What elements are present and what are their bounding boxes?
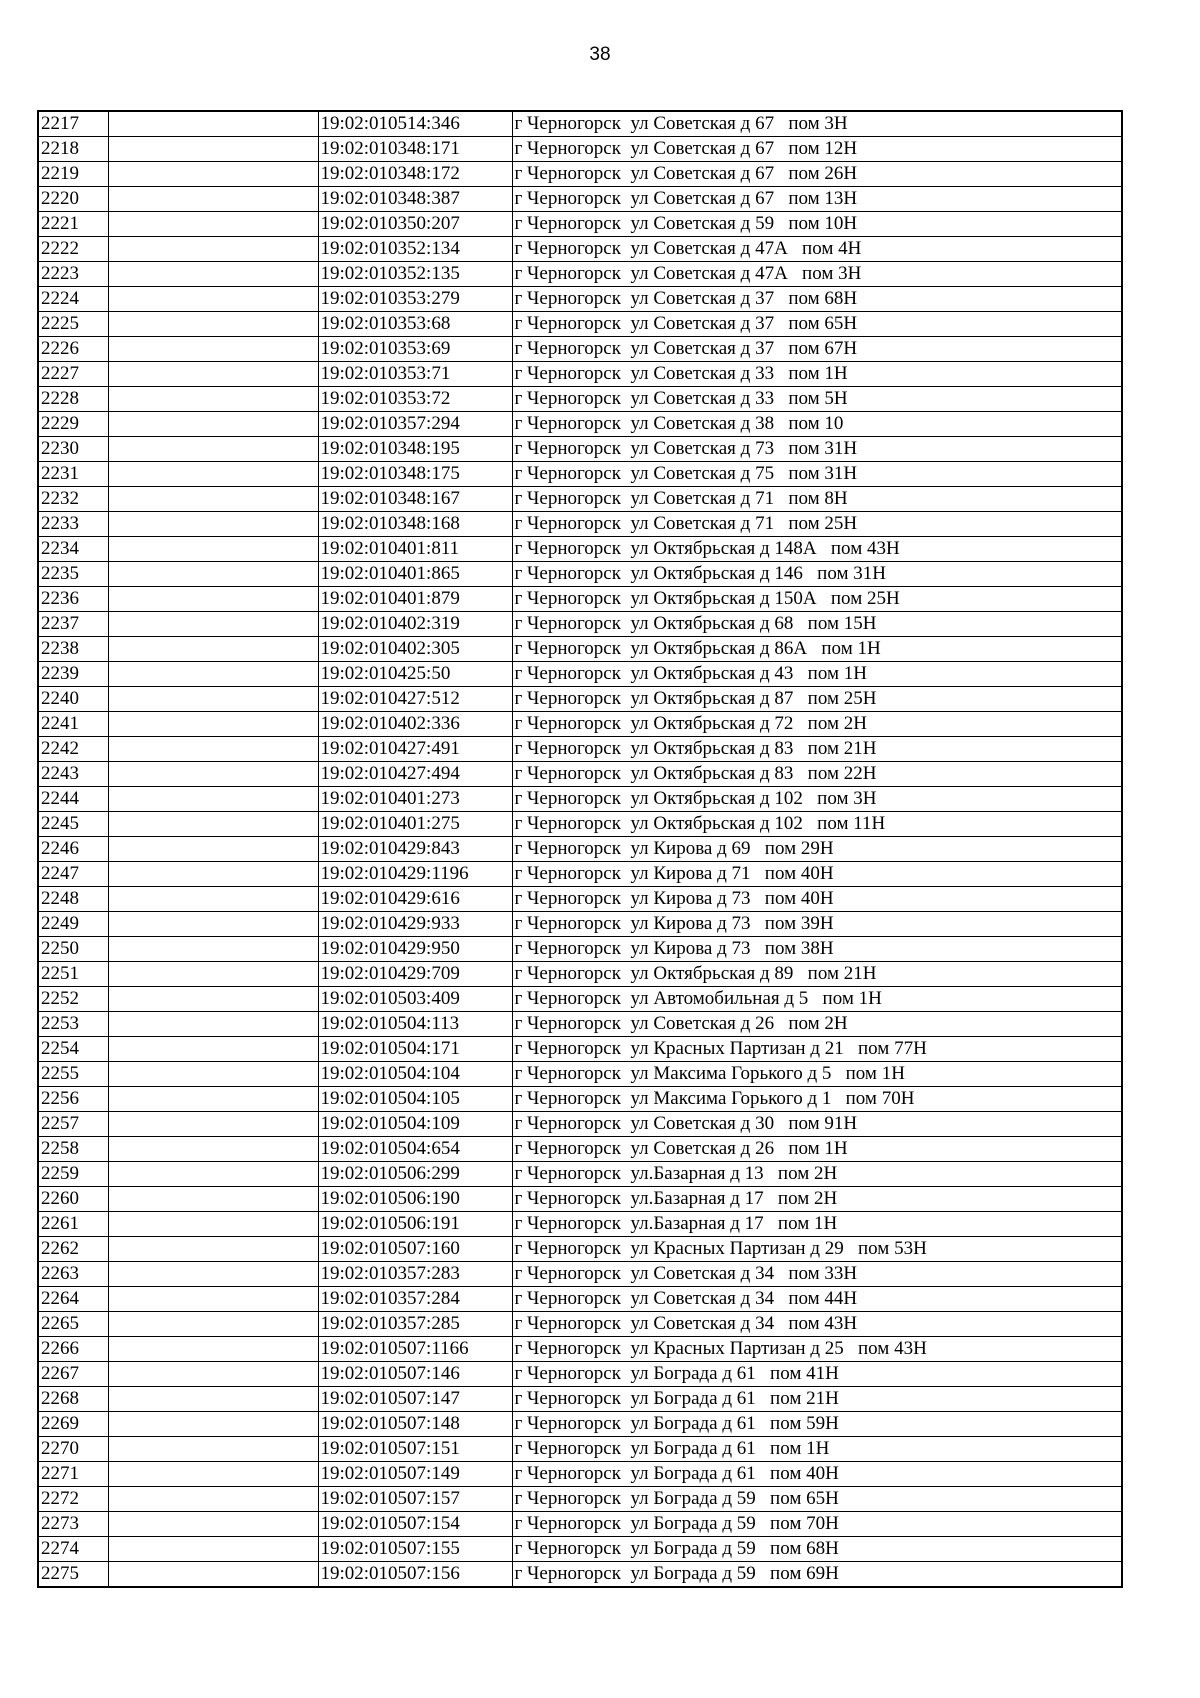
blank-cell [108, 287, 318, 312]
blank-cell [108, 1387, 318, 1412]
cadastral-number-cell: 19:02:010429:1196 [318, 862, 512, 887]
row-number-cell: 2269 [38, 1412, 108, 1437]
row-number-cell: 2247 [38, 862, 108, 887]
cadastral-number-cell: 19:02:010357:285 [318, 1312, 512, 1337]
row-number-cell: 2240 [38, 687, 108, 712]
cadastral-number-cell: 19:02:010507:146 [318, 1362, 512, 1387]
address-cell: г Черногорск ул Советская д 37 пом 67Н [512, 337, 1122, 362]
row-number-cell: 2220 [38, 187, 108, 212]
row-number-cell: 2264 [38, 1287, 108, 1312]
cadastral-number-cell: 19:02:010507:151 [318, 1437, 512, 1462]
address-cell: г Черногорск ул Октябрьская д 148А пом 43Н [512, 537, 1122, 562]
address-cell: г Черногорск ул Кирова д 69 пом 29Н [512, 837, 1122, 862]
cadastral-number-cell: 19:02:010348:171 [318, 137, 512, 162]
cadastral-number-cell: 19:02:010401:811 [318, 537, 512, 562]
row-number-cell: 2251 [38, 962, 108, 987]
address-cell: г Черногорск ул Советская д 34 пом 33Н [512, 1262, 1122, 1287]
cadastral-number-cell: 19:02:010504:171 [318, 1037, 512, 1062]
cadastral-number-cell: 19:02:010353:72 [318, 387, 512, 412]
row-number-cell: 2235 [38, 562, 108, 587]
blank-cell [108, 837, 318, 862]
address-cell: г Черногорск ул Октябрьская д 102 пом 3Н [512, 787, 1122, 812]
blank-cell [108, 637, 318, 662]
table-row [38, 1312, 1122, 1337]
row-number-cell: 2226 [38, 337, 108, 362]
row-number-cell: 2238 [38, 637, 108, 662]
table-row [38, 1287, 1122, 1312]
cadastral-number-cell: 19:02:010506:299 [318, 1162, 512, 1187]
table-row [38, 862, 1122, 887]
address-cell: г Черногорск ул Бограда д 61 пом 21Н [512, 1387, 1122, 1412]
address-cell: г Черногорск ул Кирова д 73 пом 38Н [512, 937, 1122, 962]
blank-cell [108, 912, 318, 937]
row-number-cell: 2246 [38, 837, 108, 862]
table-row [38, 737, 1122, 762]
blank-cell [108, 762, 318, 787]
cadastral-number-cell: 19:02:010506:190 [318, 1187, 512, 1212]
cadastral-number-cell: 19:02:010348:387 [318, 187, 512, 212]
address-cell: г Черногорск ул Советская д 67 пом 12Н [512, 137, 1122, 162]
blank-cell [108, 1462, 318, 1487]
row-number-cell: 2227 [38, 362, 108, 387]
blank-cell [108, 1562, 318, 1588]
blank-cell [108, 862, 318, 887]
cadastral-number-cell: 19:02:010507:156 [318, 1562, 512, 1588]
address-cell: г Черногорск ул Октябрьская д 83 пом 22Н [512, 762, 1122, 787]
blank-cell [108, 237, 318, 262]
address-cell: г Черногорск ул Автомобильная д 5 пом 1Н [512, 987, 1122, 1012]
row-number-cell: 2257 [38, 1112, 108, 1137]
cadastral-number-cell: 19:02:010514:346 [318, 111, 512, 137]
address-cell: г Черногорск ул Бограда д 61 пом 41Н [512, 1362, 1122, 1387]
table-row [38, 537, 1122, 562]
blank-cell [108, 1337, 318, 1362]
address-cell: г Черногорск ул Красных Партизан д 21 пом 77Н [512, 1037, 1122, 1062]
cadastral-number-cell: 19:02:010429:616 [318, 887, 512, 912]
address-cell: г Черногорск ул Октябрьская д 102 пом 11Н [512, 812, 1122, 837]
row-number-cell: 2234 [38, 537, 108, 562]
address-cell: г Черногорск ул Советская д 59 пом 10Н [512, 212, 1122, 237]
row-number-cell: 2230 [38, 437, 108, 462]
address-cell: г Черногорск ул Советская д 71 пом 8Н [512, 487, 1122, 512]
table-row [38, 1162, 1122, 1187]
row-number-cell: 2256 [38, 1087, 108, 1112]
blank-cell [108, 1412, 318, 1437]
blank-cell [108, 587, 318, 612]
address-cell: г Черногорск ул Советская д 37 пом 68Н [512, 287, 1122, 312]
cadastral-number-cell: 19:02:010401:273 [318, 787, 512, 812]
address-cell: г Черногорск ул Советская д 26 пом 1Н [512, 1137, 1122, 1162]
blank-cell [108, 812, 318, 837]
table-row [38, 1562, 1122, 1588]
cadastral-number-cell: 19:02:010425:50 [318, 662, 512, 687]
row-number-cell: 2252 [38, 987, 108, 1012]
table-row [38, 1462, 1122, 1487]
cadastral-number-cell: 19:02:010401:865 [318, 562, 512, 587]
cadastral-number-cell: 19:02:010507:148 [318, 1412, 512, 1437]
cadastral-number-cell: 19:02:010427:494 [318, 762, 512, 787]
table-row [38, 212, 1122, 237]
table-row [38, 1362, 1122, 1387]
table-row [38, 1487, 1122, 1512]
table-row [38, 237, 1122, 262]
table-row [38, 337, 1122, 362]
address-cell: г Черногорск ул Советская д 75 пом 31Н [512, 462, 1122, 487]
row-number-cell: 2254 [38, 1037, 108, 1062]
row-number-cell: 2222 [38, 237, 108, 262]
blank-cell [108, 612, 318, 637]
table-row [38, 1187, 1122, 1212]
address-cell: г Черногорск ул Советская д 67 пом 13Н [512, 187, 1122, 212]
blank-cell [108, 1062, 318, 1087]
cadastral-number-cell: 19:02:010506:191 [318, 1212, 512, 1237]
table-row [38, 762, 1122, 787]
blank-cell [108, 1512, 318, 1537]
row-number-cell: 2271 [38, 1462, 108, 1487]
table-row [38, 1062, 1122, 1087]
address-cell: г Черногорск ул Октябрьская д 86А пом 1Н [512, 637, 1122, 662]
table-row [38, 612, 1122, 637]
row-number-cell: 2253 [38, 1012, 108, 1037]
blank-cell [108, 537, 318, 562]
address-cell: г Черногорск ул Октябрьская д 83 пом 21Н [512, 737, 1122, 762]
cadastral-number-cell: 19:02:010503:409 [318, 987, 512, 1012]
address-cell: г Черногорск ул Советская д 37 пом 65Н [512, 312, 1122, 337]
blank-cell [108, 787, 318, 812]
cadastral-number-cell: 19:02:010353:71 [318, 362, 512, 387]
row-number-cell: 2255 [38, 1062, 108, 1087]
row-number-cell: 2273 [38, 1512, 108, 1537]
row-number-cell: 2249 [38, 912, 108, 937]
cadastral-number-cell: 19:02:010353:68 [318, 312, 512, 337]
page-number: 38 [589, 44, 611, 65]
cadastral-number-cell: 19:02:010402:305 [318, 637, 512, 662]
table-row [38, 111, 1122, 137]
blank-cell [108, 687, 318, 712]
address-cell: г Черногорск ул.Базарная д 17 пом 1Н [512, 1212, 1122, 1237]
blank-cell [108, 987, 318, 1012]
table-row [38, 1437, 1122, 1462]
blank-cell [108, 111, 318, 137]
row-number-cell: 2237 [38, 612, 108, 637]
address-cell: г Черногорск ул Максима Горького д 1 пом 70Н [512, 1087, 1122, 1112]
blank-cell [108, 412, 318, 437]
address-cell: г Черногорск ул Октябрьская д 150А пом 25Н [512, 587, 1122, 612]
address-cell: г Черногорск ул Советская д 33 пом 1Н [512, 362, 1122, 387]
cadastral-number-cell: 19:02:010507:147 [318, 1387, 512, 1412]
address-cell: г Черногорск ул Советская д 30 пом 91Н [512, 1112, 1122, 1137]
cadastral-number-cell: 19:02:010357:283 [318, 1262, 512, 1287]
row-number-cell: 2260 [38, 1187, 108, 1212]
table-row [38, 712, 1122, 737]
address-cell: г Черногорск ул Советская д 26 пом 2Н [512, 1012, 1122, 1037]
address-cell: г Черногорск ул Бограда д 61 пом 1Н [512, 1437, 1122, 1462]
cadastral-number-cell: 19:02:010504:105 [318, 1087, 512, 1112]
table-row [38, 312, 1122, 337]
table-row [38, 1262, 1122, 1287]
blank-cell [108, 187, 318, 212]
blank-cell [108, 1087, 318, 1112]
cadastral-number-cell: 19:02:010504:113 [318, 1012, 512, 1037]
cadastral-number-cell: 19:02:010427:491 [318, 737, 512, 762]
cadastral-number-cell: 19:02:010402:319 [318, 612, 512, 637]
blank-cell [108, 662, 318, 687]
address-cell: г Черногорск ул Октябрьская д 72 пом 2Н [512, 712, 1122, 737]
address-cell: г Черногорск ул Советская д 34 пом 43Н [512, 1312, 1122, 1337]
blank-cell [108, 462, 318, 487]
table-row [38, 687, 1122, 712]
address-cell: г Черногорск ул.Базарная д 13 пом 2Н [512, 1162, 1122, 1187]
cadastral-number-cell: 19:02:010348:172 [318, 162, 512, 187]
table-row [38, 487, 1122, 512]
table-row [38, 187, 1122, 212]
blank-cell [108, 1437, 318, 1462]
table-row [38, 1337, 1122, 1362]
cadastral-number-cell: 19:02:010348:195 [318, 437, 512, 462]
table-row [38, 1037, 1122, 1062]
address-cell: г Черногорск ул Красных Партизан д 25 пом 43Н [512, 1337, 1122, 1362]
cadastral-number-cell: 19:02:010353:69 [318, 337, 512, 362]
row-number-cell: 2225 [38, 312, 108, 337]
table-row [38, 587, 1122, 612]
table-row [38, 1212, 1122, 1237]
blank-cell [108, 712, 318, 737]
address-cell: г Черногорск ул Октябрьская д 89 пом 21Н [512, 962, 1122, 987]
row-number-cell: 2228 [38, 387, 108, 412]
address-cell: г Черногорск ул Советская д 71 пом 25Н [512, 512, 1122, 537]
table-row [38, 812, 1122, 837]
cadastral-number-cell: 19:02:010507:157 [318, 1487, 512, 1512]
blank-cell [108, 437, 318, 462]
row-number-cell: 2270 [38, 1437, 108, 1462]
table-row [38, 662, 1122, 687]
table-row [38, 137, 1122, 162]
blank-cell [108, 1487, 318, 1512]
table-row [38, 1537, 1122, 1562]
blank-cell [108, 962, 318, 987]
address-cell: г Черногорск ул Кирова д 71 пом 40Н [512, 862, 1122, 887]
blank-cell [108, 212, 318, 237]
table-row [38, 1087, 1122, 1112]
cadastral-number-cell: 19:02:010357:294 [318, 412, 512, 437]
table-row [38, 1112, 1122, 1137]
cadastral-number-cell: 19:02:010429:709 [318, 962, 512, 987]
cadastral-number-cell: 19:02:010352:134 [318, 237, 512, 262]
cadastral-number-cell: 19:02:010353:279 [318, 287, 512, 312]
table-row [38, 362, 1122, 387]
cadastral-number-cell: 19:02:010357:284 [318, 1287, 512, 1312]
blank-cell [108, 1237, 318, 1262]
row-number-cell: 2259 [38, 1162, 108, 1187]
row-number-cell: 2261 [38, 1212, 108, 1237]
blank-cell [108, 1287, 318, 1312]
table-row [38, 837, 1122, 862]
table-row [38, 1237, 1122, 1262]
address-cell: г Черногорск ул Бограда д 59 пом 70Н [512, 1512, 1122, 1537]
row-number-cell: 2258 [38, 1137, 108, 1162]
address-cell: г Черногорск ул Октябрьская д 68 пом 15Н [512, 612, 1122, 637]
table-row [38, 1137, 1122, 1162]
table-row [38, 937, 1122, 962]
row-number-cell: 2221 [38, 212, 108, 237]
row-number-cell: 2262 [38, 1237, 108, 1262]
blank-cell [108, 337, 318, 362]
table-row [38, 287, 1122, 312]
address-cell: г Черногорск ул Советская д 47А пом 3Н [512, 262, 1122, 287]
row-number-cell: 2239 [38, 662, 108, 687]
address-cell: г Черногорск ул Бограда д 59 пом 65Н [512, 1487, 1122, 1512]
row-number-cell: 2274 [38, 1537, 108, 1562]
table-row [38, 262, 1122, 287]
address-cell: г Черногорск ул Кирова д 73 пом 40Н [512, 887, 1122, 912]
cadastral-number-cell: 19:02:010348:175 [318, 462, 512, 487]
address-cell: г Черногорск ул Советская д 47А пом 4Н [512, 237, 1122, 262]
blank-cell [108, 137, 318, 162]
address-cell: г Черногорск ул Бограда д 61 пом 59Н [512, 1412, 1122, 1437]
row-number-cell: 2268 [38, 1387, 108, 1412]
registry-body [38, 111, 1122, 1587]
blank-cell [108, 1012, 318, 1037]
address-cell: г Черногорск ул Октябрьская д 87 пом 25Н [512, 687, 1122, 712]
cadastral-number-cell: 19:02:010401:879 [318, 587, 512, 612]
table-row [38, 512, 1122, 537]
address-cell: г Черногорск ул Октябрьская д 43 пом 1Н [512, 662, 1122, 687]
blank-cell [108, 1537, 318, 1562]
address-cell: г Черногорск ул Бограда д 61 пом 40Н [512, 1462, 1122, 1487]
cadastral-number-cell: 19:02:010507:1166 [318, 1337, 512, 1362]
cadastral-number-cell: 19:02:010427:512 [318, 687, 512, 712]
blank-cell [108, 1162, 318, 1187]
row-number-cell: 2233 [38, 512, 108, 537]
blank-cell [108, 312, 318, 337]
row-number-cell: 2231 [38, 462, 108, 487]
cadastral-number-cell: 19:02:010504:109 [318, 1112, 512, 1137]
cadastral-number-cell: 19:02:010348:167 [318, 487, 512, 512]
blank-cell [108, 1262, 318, 1287]
cadastral-number-cell: 19:02:010507:155 [318, 1537, 512, 1562]
cadastral-number-cell: 19:02:010507:154 [318, 1512, 512, 1537]
blank-cell [108, 487, 318, 512]
table-row [38, 437, 1122, 462]
cadastral-number-cell: 19:02:010348:168 [318, 512, 512, 537]
address-cell: г Черногорск ул Бограда д 59 пом 69Н [512, 1562, 1122, 1588]
address-cell: г Черногорск ул Кирова д 73 пом 39Н [512, 912, 1122, 937]
row-number-cell: 2223 [38, 262, 108, 287]
table-row [38, 787, 1122, 812]
address-cell: г Черногорск ул Советская д 67 пом 26Н [512, 162, 1122, 187]
cadastral-number-cell: 19:02:010504:654 [318, 1137, 512, 1162]
row-number-cell: 2244 [38, 787, 108, 812]
row-number-cell: 2242 [38, 737, 108, 762]
cadastral-number-cell: 19:02:010504:104 [318, 1062, 512, 1087]
blank-cell [108, 937, 318, 962]
table-row [38, 412, 1122, 437]
table-row [38, 912, 1122, 937]
table-row [38, 637, 1122, 662]
row-number-cell: 2275 [38, 1562, 108, 1588]
table-row [38, 1412, 1122, 1437]
blank-cell [108, 362, 318, 387]
cadastral-number-cell: 19:02:010507:149 [318, 1462, 512, 1487]
address-cell: г Черногорск ул Советская д 73 пом 31Н [512, 437, 1122, 462]
cadastral-number-cell: 19:02:010429:933 [318, 912, 512, 937]
blank-cell [108, 1362, 318, 1387]
row-number-cell: 2229 [38, 412, 108, 437]
table-row [38, 462, 1122, 487]
table-row [38, 887, 1122, 912]
address-cell: г Черногорск ул Советская д 67 пом 3Н [512, 111, 1122, 137]
blank-cell [108, 887, 318, 912]
blank-cell [108, 1212, 318, 1237]
row-number-cell: 2250 [38, 937, 108, 962]
table-row [38, 387, 1122, 412]
row-number-cell: 2266 [38, 1337, 108, 1362]
row-number-cell: 2241 [38, 712, 108, 737]
blank-cell [108, 162, 318, 187]
cadastral-number-cell: 19:02:010350:207 [318, 212, 512, 237]
address-cell: г Черногорск ул Советская д 33 пом 5Н [512, 387, 1122, 412]
table-row [38, 962, 1122, 987]
address-cell: г Черногорск ул.Базарная д 17 пом 2Н [512, 1187, 1122, 1212]
blank-cell [108, 562, 318, 587]
address-cell: г Черногорск ул Советская д 34 пом 44Н [512, 1287, 1122, 1312]
table-row [38, 562, 1122, 587]
row-number-cell: 2267 [38, 1362, 108, 1387]
table-row [38, 1012, 1122, 1037]
blank-cell [108, 1137, 318, 1162]
address-cell: г Черногорск ул Бограда д 59 пом 68Н [512, 1537, 1122, 1562]
table-row [38, 1387, 1122, 1412]
row-number-cell: 2217 [38, 111, 108, 137]
row-number-cell: 2272 [38, 1487, 108, 1512]
address-cell: г Черногорск ул Советская д 38 пом 10 [512, 412, 1122, 437]
row-number-cell: 2218 [38, 137, 108, 162]
blank-cell [108, 1112, 318, 1137]
blank-cell [108, 1187, 318, 1212]
cadastral-number-cell: 19:02:010352:135 [318, 262, 512, 287]
row-number-cell: 2224 [38, 287, 108, 312]
cadastral-number-cell: 19:02:010429:843 [318, 837, 512, 862]
blank-cell [108, 1037, 318, 1062]
blank-cell [108, 737, 318, 762]
row-number-cell: 2263 [38, 1262, 108, 1287]
address-cell: г Черногорск ул Красных Партизан д 29 пом 53Н [512, 1237, 1122, 1262]
registry-table [37, 110, 1123, 1588]
row-number-cell: 2245 [38, 812, 108, 837]
table-row [38, 1512, 1122, 1537]
table-row [38, 162, 1122, 187]
table-row [38, 987, 1122, 1012]
row-number-cell: 2265 [38, 1312, 108, 1337]
blank-cell [108, 262, 318, 287]
blank-cell [108, 512, 318, 537]
address-cell: г Черногорск ул Максима Горького д 5 пом 1Н [512, 1062, 1122, 1087]
address-cell: г Черногорск ул Октябрьская д 146 пом 31Н [512, 562, 1122, 587]
cadastral-number-cell: 19:02:010402:336 [318, 712, 512, 737]
blank-cell [108, 1312, 318, 1337]
cadastral-number-cell: 19:02:010401:275 [318, 812, 512, 837]
row-number-cell: 2248 [38, 887, 108, 912]
cadastral-number-cell: 19:02:010507:160 [318, 1237, 512, 1262]
blank-cell [108, 387, 318, 412]
row-number-cell: 2219 [38, 162, 108, 187]
row-number-cell: 2232 [38, 487, 108, 512]
cadastral-number-cell: 19:02:010429:950 [318, 937, 512, 962]
row-number-cell: 2243 [38, 762, 108, 787]
row-number-cell: 2236 [38, 587, 108, 612]
